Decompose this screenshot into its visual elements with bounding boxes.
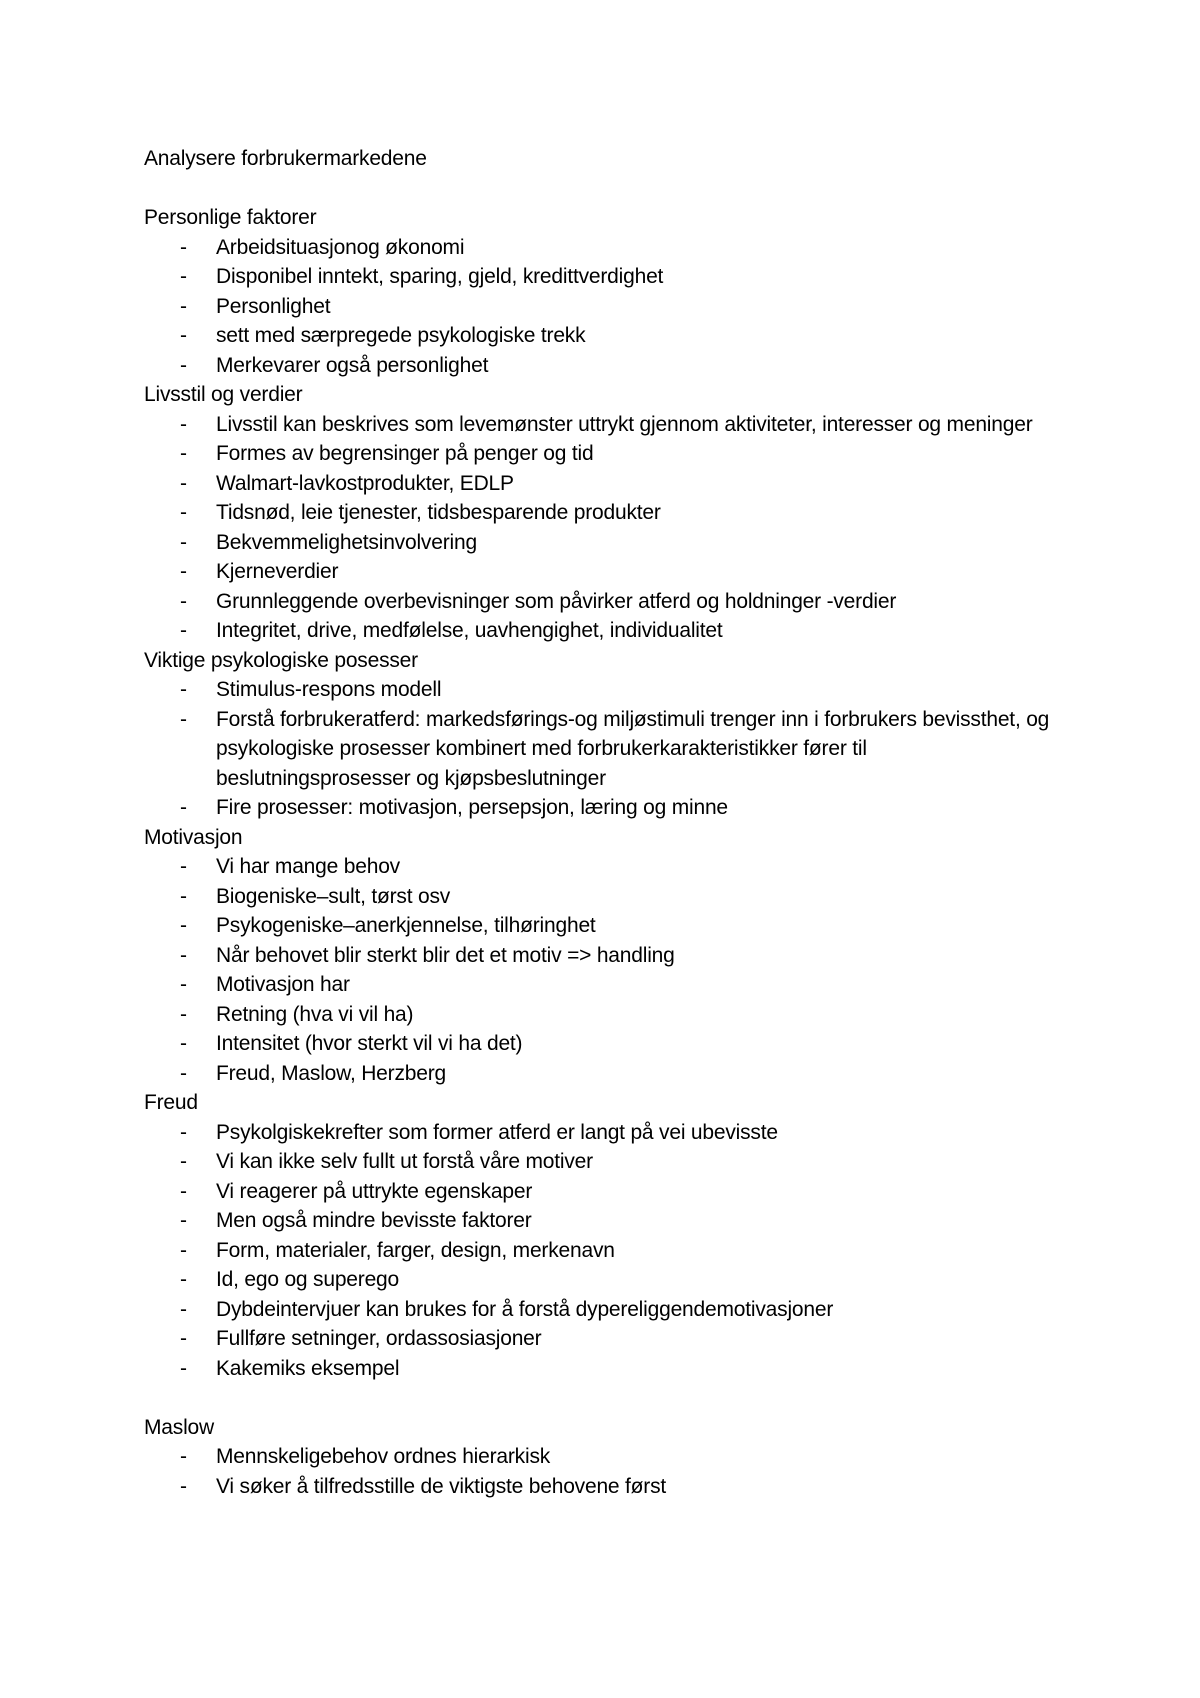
dash-bullet: - [180, 501, 187, 524]
dash-bullet: - [180, 265, 187, 288]
document-title: Analysere forbrukermarkedene [144, 147, 427, 170]
list-item-text: Livsstil kan beskrives som levemønster uttrykt gjennom aktiviteter, interesser og meninger [216, 412, 1033, 436]
dash-bullet: - [180, 707, 187, 731]
list-item-text: Fire prosesser: motivasjon, persepsjon, læring og minne [216, 796, 728, 819]
dash-bullet: - [180, 412, 187, 436]
list-item [144, 1177, 1064, 1207]
list-item-text: Merkevarer også personlighet [216, 353, 489, 377]
dash-bullet: - [180, 1268, 187, 1291]
dash-bullet: - [180, 324, 187, 347]
list-item [144, 1324, 1064, 1354]
bullet-list [144, 675, 1064, 823]
dash-bullet: - [180, 1002, 187, 1026]
blank-line [144, 1383, 1064, 1413]
section-heading: Freud [144, 1091, 198, 1114]
dash-bullet: - [180, 1445, 187, 1468]
list-item-text: Integritet, drive, medfølelse, uavhengighet, individualitet [216, 619, 723, 642]
list-item [144, 528, 1064, 558]
dash-bullet: - [180, 943, 187, 967]
list-item [144, 911, 1064, 941]
list-item [144, 1236, 1064, 1266]
list-item [144, 439, 1064, 469]
bullet-list [144, 233, 1064, 381]
list-item [144, 410, 1064, 440]
list-item [144, 321, 1064, 351]
dash-bullet: - [180, 1209, 187, 1232]
list-item [144, 882, 1064, 912]
list-item [144, 469, 1064, 499]
dash-bullet: - [180, 442, 187, 465]
dash-bullet: - [180, 1356, 187, 1380]
list-item-text: Tidsnød, leie tjenester, tidsbesparende produkter [216, 501, 661, 524]
bullet-list [144, 852, 1064, 1088]
dash-bullet: - [180, 560, 187, 583]
dash-bullet: - [180, 884, 187, 908]
list-item-text: Retning (hva vi vil ha) [216, 1002, 414, 1026]
list-item [144, 616, 1064, 646]
section-heading: Motivasjon [144, 825, 243, 849]
dash-bullet: - [180, 1120, 187, 1144]
list-item-text: Vi reagerer på uttrykte egenskaper [216, 1179, 533, 1203]
list-item [144, 557, 1064, 587]
list-item-text: Form, materialer, farger, design, merkenavn [216, 1238, 615, 1262]
list-item-text: Når behovet blir sterkt blir det et motiv => handling [216, 943, 675, 967]
list-item-text: Psykogeniske–anerkjennelse, tilhøringhet [216, 914, 596, 937]
list-item [144, 1472, 1064, 1502]
list-item [144, 970, 1064, 1000]
list-item [144, 1206, 1064, 1236]
section-heading: Viktige psykologiske posesser [144, 648, 418, 672]
list-item-text: Vi har mange behov [216, 855, 400, 878]
list-item-text: Arbeidsituasjonog økonomi [216, 235, 465, 259]
list-item-text: Walmart-lavkostprodukter, EDLP [216, 471, 514, 495]
list-item-text: Dybdeintervjuer kan brukes for å forstå dypereliggendemotivasjoner [216, 1297, 834, 1321]
list-item-text: Id, ego og superego [216, 1268, 400, 1291]
dash-bullet: - [180, 796, 187, 819]
list-item-text: Formes av begrensinger på penger og tid [216, 442, 594, 465]
list-item [144, 705, 1064, 794]
list-item [144, 941, 1064, 971]
dash-bullet: - [180, 530, 187, 554]
dash-bullet: - [180, 678, 187, 701]
bullet-list [144, 410, 1064, 646]
list-item-text: Vi kan ikke selv fullt ut forstå våre motiver [216, 1150, 593, 1173]
list-item-text: Men også mindre bevisste faktorer [216, 1209, 532, 1232]
section-heading: Personlige faktorer [144, 206, 317, 229]
list-item [144, 1118, 1064, 1148]
list-item-text: Freud, Maslow, Herzberg [216, 1061, 446, 1085]
list-item-text: Fullføre setninger, ordassosiasjoner [216, 1327, 542, 1350]
list-item-text: Mennskeligebehov ordnes hierarkisk [216, 1445, 551, 1468]
list-item [144, 1295, 1064, 1325]
list-item [144, 675, 1064, 705]
list-item-text: Intensitet (hvor sterkt vil vi ha det) [216, 1032, 523, 1055]
list-item-text: Psykolgiskekrefter som former atferd er langt på vei ubevisste [216, 1120, 778, 1144]
list-item [144, 1147, 1064, 1177]
dash-bullet: - [180, 914, 187, 937]
list-item [144, 1029, 1064, 1059]
list-item-text: Bekvemmelighetsinvolvering [216, 530, 477, 554]
dash-bullet: - [180, 1474, 187, 1498]
list-item [144, 1442, 1064, 1472]
list-item [144, 587, 1064, 617]
document-body [144, 144, 1064, 1501]
list-item-text: Kakemiks eksempel [216, 1356, 400, 1380]
list-item-text: Disponibel inntekt, sparing, gjeld, kredittverdighet [216, 265, 664, 288]
section-heading: Maslow [144, 1415, 214, 1439]
dash-bullet: - [180, 294, 187, 318]
dash-bullet: - [180, 1238, 187, 1262]
list-item-text: Stimulus-respons modell [216, 678, 442, 701]
dash-bullet: - [180, 589, 187, 613]
dash-bullet: - [180, 353, 187, 377]
list-item-text: Personlighet [216, 294, 331, 318]
list-item [144, 793, 1064, 823]
dash-bullet: - [180, 1327, 187, 1350]
list-item-text: Grunnleggende overbevisninger som påvirker atferd og holdninger -verdier [216, 589, 897, 613]
section-heading: Livsstil og verdier [144, 383, 303, 406]
list-item-text: sett med særpregede psykologiske trekk [216, 324, 586, 347]
dash-bullet: - [180, 1061, 187, 1085]
bullet-list [144, 1442, 1064, 1501]
list-item-text: Kjerneverdier [216, 560, 339, 583]
list-item [144, 1265, 1064, 1295]
list-item [144, 1000, 1064, 1030]
list-item-text: Biogeniske–sult, tørst osv [216, 884, 451, 908]
list-item [144, 852, 1064, 882]
list-item [144, 292, 1064, 322]
list-item-text: Forstå forbrukeratferd: markedsførings-og miljøstimuli trenger inn i forbrukers bevissthet, og psykologiske prosesser kombinert med forbrukerkarakteristikker fører til beslutningsprosesser og kjøpsbeslutninger [216, 707, 1050, 790]
list-item [144, 262, 1064, 292]
list-item [144, 1354, 1064, 1384]
dash-bullet: - [180, 1179, 187, 1203]
list-item [144, 351, 1064, 381]
dash-bullet: - [180, 855, 187, 878]
bullet-list [144, 1118, 1064, 1384]
list-item [144, 233, 1064, 263]
dash-bullet: - [180, 1150, 187, 1173]
dash-bullet: - [180, 619, 187, 642]
dash-bullet: - [180, 1032, 187, 1055]
list-item-text: Vi søker å tilfredsstille de viktigste behovene først [216, 1474, 667, 1498]
dash-bullet: - [180, 1297, 187, 1321]
dash-bullet: - [180, 973, 187, 996]
list-item [144, 498, 1064, 528]
dash-bullet: - [180, 471, 187, 495]
list-item-text: Motivasjon har [216, 973, 350, 996]
blank-line [144, 174, 1064, 204]
dash-bullet: - [180, 235, 187, 259]
list-item [144, 1059, 1064, 1089]
